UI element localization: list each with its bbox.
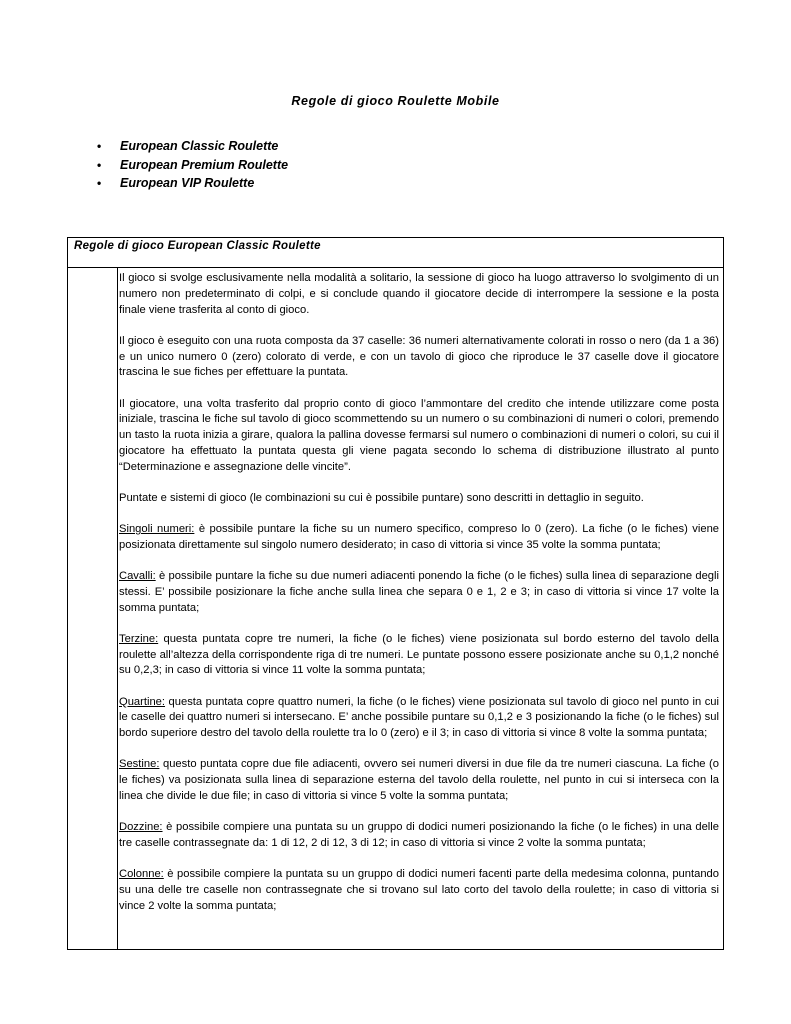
document-title: Regole di gioco Roulette Mobile (291, 94, 500, 108)
bet-label: Quartine: (119, 695, 166, 708)
bet-label: Colonne: (119, 868, 164, 881)
bet-quartine (119, 695, 719, 742)
bet-text: è possibile puntare la fiche su un numero specifico, compreso lo 0 (zero). La fiche (o le fiches) viene posizionata direttamente sul singolo numero desiderato; in caso di vittoria si vince 35 volte la somma puntata; (119, 523, 720, 551)
bullet-icon: • (97, 176, 102, 190)
table-body (68, 268, 723, 950)
game-list-item (97, 137, 288, 156)
rules-table (67, 237, 724, 950)
bet-label: Cavalli: (119, 570, 156, 583)
bet-label: Dozzine: (119, 821, 163, 834)
rules-content (119, 271, 719, 930)
bet-dozzine (119, 820, 719, 852)
bet-text: questo puntata copre due file adiacenti, ovvero sei numeri diversi in due file da tre numeri ciascuna. La fiche (o le fiches) va posizionata sulla linea di separazione esterna del tavolo della roulette, nel punto in cui si interseca con la linea che divide le due file; in caso di vittoria si vince 5 volte la somma puntata; (119, 758, 719, 803)
paragraph-wheel: Il gioco è eseguito con una ruota composta da 37 caselle: 36 numeri alternativamente colorati in rosso o nero (da 1 a 36) e un unico numero 0 (zero) colorato di verde, e con un tavolo di gioco che riproduce le 37 caselle dove il giocatore trascina le sue fiches per effettuare la puntata. (119, 334, 719, 379)
paragraph-player: Il giocatore, una volta trasferito dal proprio conto di gioco l’ammontare del credito che intende utilizzare come posta iniziale, trascina le fiche sul tavolo di gioco scommettendo su un numero o su combinazioni di numeri o colori, premendo un tasto la ruota inizia a girare, qualora la pallina dovesse fermarsi sul numero o combinazioni di numeri o colori, su cui il giocatore ha effettuato la puntata questa gli viene pagata secondo lo schema di distribuzione illustrato al punto “Determinazione e assegnazione delle vincite”. (119, 397, 719, 473)
bet-sestine (119, 757, 719, 804)
bullet-icon: • (97, 139, 102, 153)
bet-text: è possibile compiere una puntata su un gruppo di dodici numeri posizionando la fiche (o le fiches) in una delle tre caselle contrassegnate da: 1 di 12, 2 di 12, 3 di 12; in caso di vittoria si vince 2 volte la somma puntata; (119, 821, 719, 850)
game-list (97, 137, 288, 193)
paragraph-bets-intro: Puntate e sistemi di gioco (le combinazioni su cui è possibile puntare) sono descritti in dettaglio in seguito. (119, 491, 644, 504)
bet-text: questa puntata copre quattro numeri, la fiche (o le fiches) viene posizionata sul tavolo di gioco nel punto in cui le caselle dei quattro numeri si intersecano. E’ anche possibile puntare su 0,1,2 e 3 posizionando la fiche (o le fiches) sul bordo superiore destro del tavolo della roulette tra lo 0 (zero) e il 3; in caso di vittoria si vince 8 volte la somma puntata; (119, 695, 719, 740)
game-name: European Classic Roulette (120, 139, 279, 153)
bet-text: questa puntata copre tre numeri, la fiche (o le fiches) viene posizionata sul bordo esterno del tavolo della roulette all’altezza della corrispondente riga di tre numeri. Le puntate possono essere posizionate anche su 0,1,2 nonché su 0,2,3; in caso di vittoria si vince 11 volte la somma puntata; (119, 632, 719, 677)
bet-text: è possibile puntare la fiche su due numeri adiacenti ponendo la fiche (o le fiches) sulla linea di separazione degli stessi. E’ possibile posizionare la fiche anche sulla linea che separa 0 e 1, 2 e 3; in caso di vittoria si vince 17 volte la somma puntata; (119, 570, 719, 614)
bullet-icon: • (97, 157, 102, 172)
section-title: Regole di gioco European Classic Roulette (68, 238, 723, 268)
paragraph-game-mode: Il gioco si svolge esclusivamente nella modalità a solitario, la sessione di gioco ha luogo attraverso lo svolgimento di un numero non predeterminato di colpi, e si conclude quando il giocatore decide di interrompere la sessione e la posta finale viene trasferita al conto di gioco. (119, 272, 719, 316)
bet-cavalli (119, 569, 719, 616)
game-list-item (97, 174, 288, 193)
column-divider (117, 268, 118, 950)
bet-label: Singoli numeri: (119, 523, 195, 536)
bet-colonne (119, 867, 719, 914)
game-name: European Premium Roulette (120, 157, 289, 172)
bet-label: Terzine: (119, 632, 159, 645)
game-list-item (97, 156, 288, 175)
bet-label: Sestine: (119, 758, 160, 771)
bet-singoli-numeri (119, 522, 719, 554)
game-name: European VIP Roulette (120, 176, 255, 190)
bet-text: è possibile compiere la puntata su un gruppo di dodici numeri facenti parte della medesima colonna, puntando su una delle tre caselle non contrassegnate che si trovano sul lato corto del tavolo della roulette; in caso di vittoria si vince 2 volte la somma puntata; (119, 868, 719, 912)
bet-terzine (119, 632, 719, 679)
